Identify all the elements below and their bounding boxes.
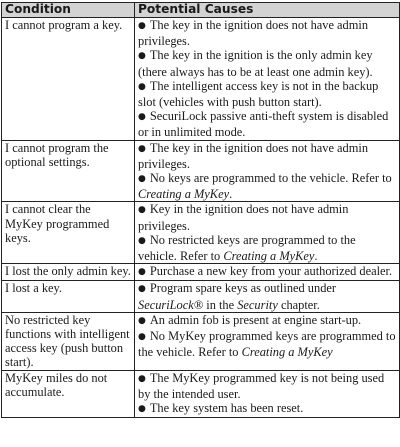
cause-item bbox=[138, 264, 396, 280]
causes-cell bbox=[135, 281, 400, 312]
bullet-icon: ● bbox=[138, 174, 146, 185]
condition-cell: I cannot program a key. bbox=[2, 18, 135, 141]
bullet-icon: ● bbox=[138, 205, 146, 216]
bullet-icon: ● bbox=[138, 51, 146, 62]
cause-text: The key in the ignition does not have admin privileges. bbox=[138, 140, 369, 171]
condition-header: Condition bbox=[2, 3, 135, 18]
causes-cell bbox=[135, 370, 400, 418]
cause-text: . bbox=[314, 249, 318, 264]
cause-item bbox=[138, 18, 396, 48]
header-row bbox=[2, 3, 400, 18]
cause-text: Purchase a new key from your authorized dealer. bbox=[149, 264, 393, 279]
condition-cell: MyKey miles do not accumulate. bbox=[2, 370, 135, 418]
troubleshooting-table bbox=[1, 2, 400, 418]
causes-cell bbox=[135, 202, 400, 264]
cause-item bbox=[138, 281, 396, 311]
condition-cell: I cannot clear the MyKey programmed keys. bbox=[2, 202, 135, 264]
cause-reference-text: Creating a MyKey bbox=[223, 249, 315, 264]
causes-cell bbox=[135, 18, 400, 141]
table-row bbox=[2, 18, 400, 141]
cause-item bbox=[138, 141, 396, 171]
cause-text: SecuriLock passive anti-theft system is disabled or in unlimited mode. bbox=[138, 109, 389, 140]
table-row bbox=[2, 312, 400, 370]
causes-cell bbox=[135, 140, 400, 202]
table-row bbox=[2, 370, 400, 418]
cause-item bbox=[138, 401, 396, 417]
table-row bbox=[2, 281, 400, 312]
cause-text: An admin fob is present at engine start-up. bbox=[149, 312, 362, 327]
table-row bbox=[2, 140, 400, 202]
bullet-icon: ● bbox=[138, 404, 146, 415]
causes-cell bbox=[135, 312, 400, 370]
cause-text: The MyKey programmed key is not being used by the intended user. bbox=[138, 370, 385, 401]
cause-text: The key in the ignition does not have admin privileges. bbox=[138, 18, 369, 49]
cause-text: Key in the ignition does not have admin privileges. bbox=[138, 202, 349, 233]
cause-item bbox=[138, 371, 396, 401]
cause-item bbox=[138, 171, 396, 201]
cause-text: No keys are programmed to the vehicle. Refer to bbox=[149, 171, 392, 186]
cause-text: . bbox=[229, 187, 233, 202]
cause-text: chapter. bbox=[277, 297, 320, 312]
cause-item bbox=[138, 79, 396, 109]
bullet-icon: ● bbox=[138, 21, 146, 31]
bullet-icon: ● bbox=[138, 315, 146, 326]
causes-cell bbox=[135, 264, 400, 281]
cause-text: The intelligent access key is not in the backup slot (vehicles with push button start). bbox=[138, 78, 379, 110]
cause-item bbox=[138, 48, 396, 78]
cause-item bbox=[138, 109, 396, 139]
condition-cell: I lost the only admin key. bbox=[2, 264, 135, 281]
condition-cell: I lost a key. bbox=[2, 281, 135, 312]
causes-header: Potential Causes bbox=[135, 3, 400, 18]
bullet-icon: ● bbox=[138, 143, 146, 154]
cause-item bbox=[138, 202, 396, 232]
cause-text: Program spare keys as outlined under bbox=[149, 281, 337, 296]
bullet-icon: ● bbox=[138, 373, 146, 384]
bullet-icon: ● bbox=[138, 267, 146, 278]
bullet-icon: ● bbox=[138, 235, 146, 246]
cause-text: No MyKey programmed keys are programmed to the vehicle. Refer to bbox=[138, 329, 396, 360]
cause-text: The key system has been reset. bbox=[149, 401, 304, 416]
condition-cell: I cannot program the optional settings. bbox=[2, 140, 135, 202]
table-row bbox=[2, 202, 400, 264]
cause-text: in the bbox=[203, 297, 238, 312]
cause-text: The key in the ignition is the only admin key (there always has to be at least one admin key). bbox=[138, 48, 373, 79]
table-body bbox=[2, 18, 400, 418]
cause-item bbox=[138, 233, 396, 263]
bullet-icon: ● bbox=[138, 332, 146, 343]
cause-reference-text: Security bbox=[237, 297, 278, 312]
cause-text: No restricted keys are programmed to the vehicle. Refer to bbox=[138, 232, 356, 264]
condition-cell: No restricted key functions with intelligent access key (push button start). bbox=[2, 312, 135, 370]
cause-item bbox=[138, 313, 396, 329]
cause-reference-text: Creating a MyKey bbox=[138, 187, 230, 202]
bullet-icon: ● bbox=[138, 112, 146, 123]
cause-reference-text: SecuriLock® bbox=[138, 297, 204, 312]
bullet-icon: ● bbox=[138, 284, 146, 295]
table-row bbox=[2, 264, 400, 281]
cause-reference-text: Creating a MyKey bbox=[241, 345, 333, 360]
cause-item bbox=[138, 329, 396, 359]
bullet-icon: ● bbox=[138, 81, 146, 92]
